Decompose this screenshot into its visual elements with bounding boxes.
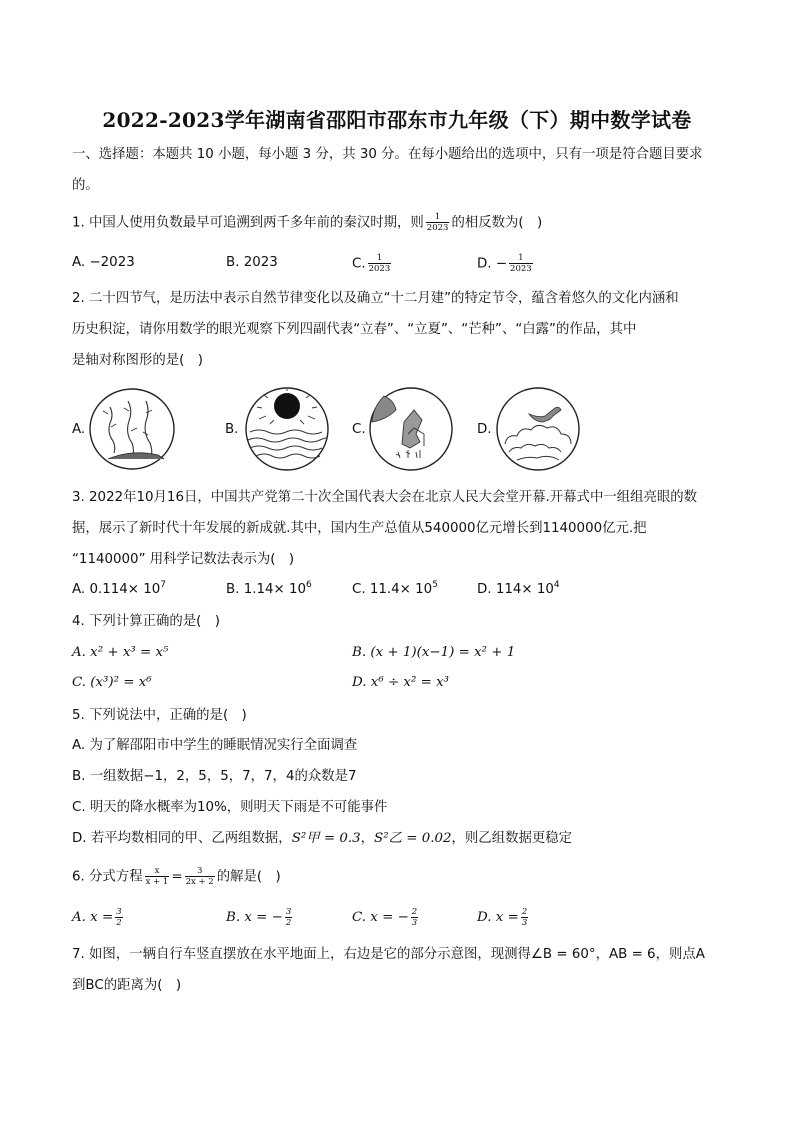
q3-option-b-base: B. 1.14× 10 — [226, 582, 307, 597]
q1-stem-pre: 1. 中国人使用负数最早可追溯到两千多年前的秦汉时期，则 — [72, 215, 424, 231]
q6-option-d — [477, 907, 530, 928]
q1-frac-num: 1 — [426, 212, 450, 223]
q5-option-c: C. 明天的降水概率为10%，则明天下雨是不可能事件 — [72, 800, 388, 815]
q4-option-c: C. (x³)² = x⁶ — [72, 675, 152, 690]
q6-stem — [72, 866, 281, 888]
q3-option-d-base: D. 114× 10 — [477, 582, 554, 597]
q6-option-d-label: D. x = — [477, 910, 519, 925]
q6-option-b — [226, 907, 294, 928]
q3-option-c — [352, 580, 438, 600]
q6-option-d-frac — [521, 907, 528, 928]
q6-option-d-num: 2 — [521, 907, 528, 917]
q4-option-b: B. (x + 1)(x−1) = x² + 1 — [352, 645, 516, 660]
q1-option-d-num: 1 — [509, 253, 533, 264]
q1-frac-den: 2023 — [426, 223, 449, 233]
q6-f2-num: 3 — [185, 866, 215, 877]
q1-option-a: A. −2023 — [72, 255, 135, 270]
q6-option-d-den: 3 — [521, 918, 528, 928]
q1-stem — [72, 212, 542, 234]
q6-option-c-num: 2 — [411, 907, 418, 917]
q5-option-d-pre: D. 若平均数相同的甲、乙两组数据， — [72, 831, 292, 846]
q2-stem-line3: 是轴对称图形的是( ) — [72, 353, 203, 368]
section-heading-line2: 的。 — [72, 178, 99, 193]
q2-option-a-label: A. — [72, 422, 86, 437]
q6-f2-den: 2x + 2 — [185, 877, 214, 887]
q2-option-b-label: B. — [225, 422, 239, 437]
q4-stem: 4. 下列计算正确的是( ) — [72, 614, 220, 629]
q3-option-d — [477, 580, 560, 600]
q1-option-c-num: 1 — [368, 253, 392, 264]
q6-option-a-num: 3 — [116, 907, 122, 917]
q5-option-d-comma: ， — [360, 831, 375, 846]
q1-option-d-frac — [509, 253, 533, 274]
q7-stem-line2: 到BC的距离为( ) — [72, 978, 182, 993]
q2-option-c-label: C. — [352, 422, 366, 437]
q1-option-c-frac — [368, 253, 392, 274]
q6-option-b-frac — [285, 907, 292, 928]
q5-option-d-variance-jia: S²甲 = 0.3 — [291, 831, 361, 846]
q3-stem-line3: “1140000” 用科学记数法表示为( ) — [72, 552, 295, 567]
q6-equals: = — [171, 869, 183, 885]
q3-option-c-exp: 5 — [432, 580, 438, 590]
q6-option-b-num: 3 — [285, 907, 292, 917]
q6-option-c-frac — [411, 907, 418, 928]
q3-option-a — [72, 580, 166, 600]
q4-option-d: D. x⁶ ÷ x² = x³ — [352, 675, 449, 690]
q6-fraction-left — [145, 866, 170, 887]
q6-f1-den: x + 1 — [145, 877, 169, 887]
q5-option-d — [72, 829, 572, 849]
q6-option-a — [72, 907, 125, 928]
section-heading-line1: 一、选择题：本题共 10 小题，每小题 3 分，共 30 分。在每小题给出的选项中，只有一项是符合题目要求 — [72, 147, 703, 162]
q6-option-a-den: 2 — [116, 918, 122, 928]
q3-option-b-exp: 6 — [306, 580, 312, 590]
q3-option-a-exp: 7 — [160, 580, 167, 590]
q5-option-a: A. 为了解邵阳市中学生的睡眠情况实行全面调查 — [72, 738, 358, 753]
page-title: 2022-2023学年湖南省邵阳市邵东市九年级（下）期中数学试卷 — [102, 108, 692, 132]
q2-option-d-label: D. — [477, 422, 492, 437]
q2-stem-line1: 2. 二十四节气，是历法中表示自然节律变化以及确立“十二月建”的特定节令，蕴含着悠久的文化内涵和 — [72, 291, 679, 306]
q2-figure-c-mangzhong — [368, 386, 454, 472]
q6-option-a-frac — [115, 907, 122, 928]
q6-option-b-den: 2 — [285, 918, 292, 928]
q6-option-a-label: A. x = — [72, 910, 114, 925]
q3-stem-line1: 3. 2022年10月16日，中国共产党第二十次全国代表大会在北京人民大会堂开幕.开幕式中一组组亮眼的数 — [72, 490, 698, 505]
q5-option-d-post: ，则乙组数据更稳定 — [451, 831, 573, 846]
q2-figure-a-lichun — [88, 387, 176, 471]
q3-option-a-base: A. 0.114× 10 — [72, 582, 161, 597]
q5-stem: 5. 下列说法中，正确的是( ) — [72, 708, 247, 723]
q6-fraction-right — [185, 866, 215, 887]
q1-option-d-label: D. − — [477, 256, 508, 272]
q3-stem-line2: 据，展示了新时代十年发展的新成就.其中，国内生产总值从540000亿元增长到1140000亿元.把 — [72, 521, 647, 536]
q6-option-b-label: B. x = − — [226, 910, 283, 925]
q2-figure-b-lixia — [244, 386, 330, 472]
q1-option-d — [477, 253, 535, 275]
q1-option-c-label: C. — [352, 256, 366, 272]
q1-stem-post: 的相反数为( ) — [451, 215, 543, 231]
q2-stem-line2: 历史积淀，请你用数学的眼光观察下列四副代表“立春”、“立夏”、“芒种”、“白露”的作品，其中 — [72, 322, 637, 337]
q1-option-b: B. 2023 — [226, 255, 278, 270]
q6-option-c — [352, 907, 420, 928]
q1-option-c-den: 2023 — [368, 264, 391, 274]
q6-option-c-den: 3 — [411, 918, 418, 928]
q6-stem-pre: 6. 分式方程 — [72, 869, 143, 885]
q4-option-a: A. x² + x³ = x⁵ — [72, 645, 169, 660]
q1-fraction — [426, 212, 450, 233]
q6-option-c-label: C. x = − — [352, 910, 409, 925]
q5-option-b: B. 一组数据−1，2，5，5，7，7，4的众数是7 — [72, 769, 357, 784]
q6-f1-num: x — [145, 866, 170, 877]
q6-stem-post: 的解是( ) — [216, 869, 281, 885]
q7-stem-line1: 7. 如图，一辆自行车竖直摆放在水平地面上，右边是它的部分示意图，现测得∠B = 60°，AB = 6，则点A — [72, 947, 705, 962]
q1-option-d-den: 2023 — [510, 264, 532, 274]
q1-option-c — [352, 253, 393, 275]
q2-figure-d-bailu — [495, 386, 581, 472]
q3-option-d-exp: 4 — [553, 580, 560, 590]
q5-option-d-variance-yi: S²乙 = 0.02 — [374, 831, 452, 846]
q3-option-b — [226, 580, 312, 600]
q3-option-c-base: C. 11.4× 10 — [352, 582, 433, 597]
